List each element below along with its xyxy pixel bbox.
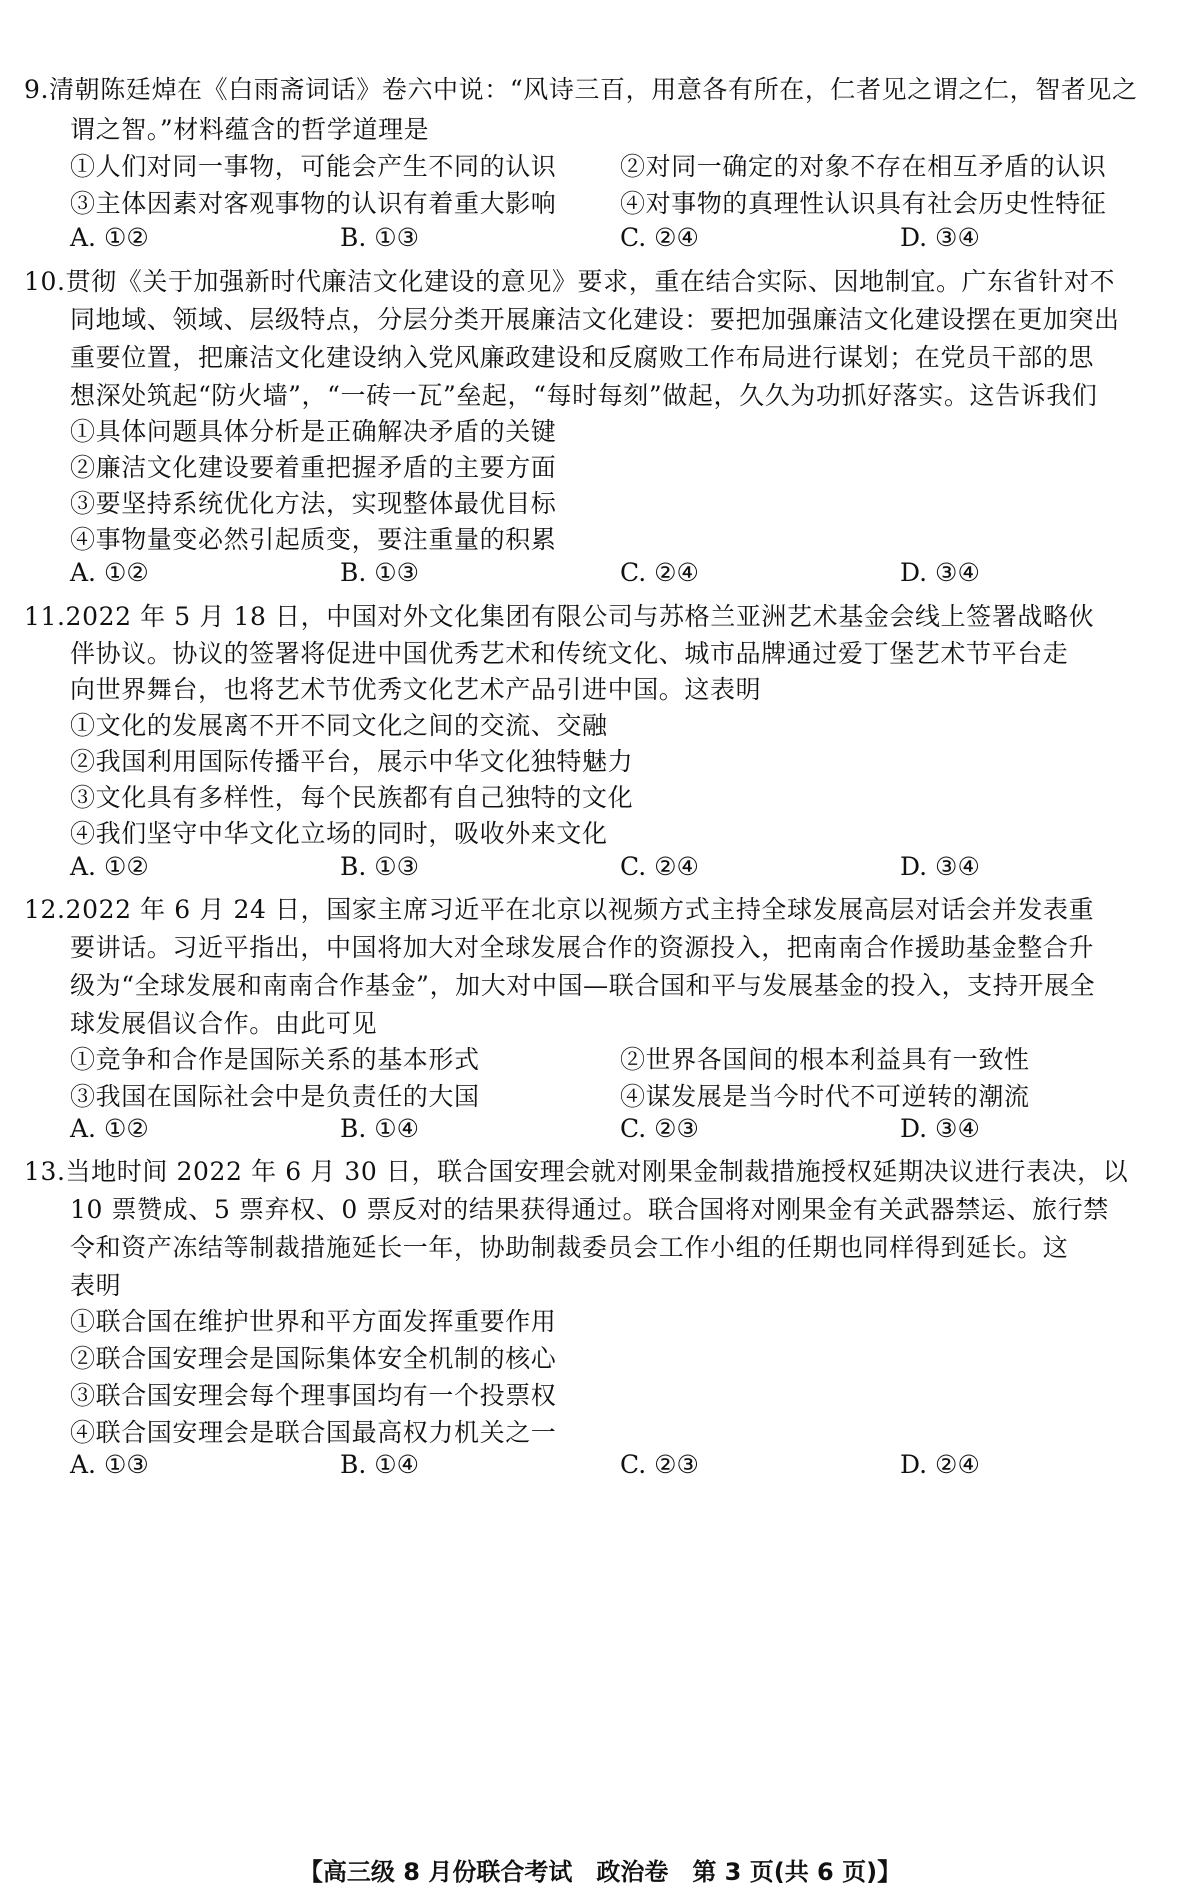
choice-b[interactable]: B. ①④ <box>340 1450 420 1479</box>
choice-c[interactable]: C. ②④ <box>620 223 699 252</box>
choice-d[interactable]: D. ③④ <box>900 852 980 881</box>
question-stem-line: 谓之智。”材料蕴含的哲学道理是 <box>70 115 430 144</box>
statement-option: ①竞争和合作是国际关系的基本形式 <box>70 1045 480 1074</box>
choice-d[interactable]: D. ③④ <box>900 558 980 587</box>
question-stem-line: 12.2022 年 6 月 24 日，国家主席习近平在北京以视频方式主持全球发展高层对话会并发表重 <box>24 895 1095 924</box>
statement-option: ①人们对同一事物，可能会产生不同的认识 <box>70 152 557 181</box>
question-stem-line: 级为“全球发展和南南合作基金”，加大对中国—联合国和平与发展基金的投入，支持开展全 <box>70 971 1096 1000</box>
statement-option: ③要坚持系统优化方法，实现整体最优目标 <box>70 489 557 518</box>
choice-a[interactable]: A. ①② <box>70 223 149 252</box>
statement-option: ④事物量变必然引起质变，要注重量的积累 <box>70 525 557 554</box>
question-stem-line: 13.当地时间 2022 年 6 月 30 日，联合国安理会就对刚果金制裁措施授权延期决议进行表决，以 <box>24 1157 1129 1186</box>
statement-option: ④谋发展是当今时代不可逆转的潮流 <box>620 1082 1030 1111</box>
choice-d[interactable]: D. ③④ <box>900 1114 980 1143</box>
statement-option: ②我国利用国际传播平台，展示中华文化独特魅力 <box>70 747 634 776</box>
choice-c[interactable]: C. ②③ <box>620 1114 699 1143</box>
question-stem-line: 同地域、领域、层级特点，分层分类开展廉洁文化建设：要把加强廉洁文化建设摆在更加突出 <box>70 305 1120 334</box>
choice-d[interactable]: D. ②④ <box>900 1450 980 1479</box>
statement-option: ①具体问题具体分析是正确解决矛盾的关键 <box>70 417 557 446</box>
choice-b[interactable]: B. ①③ <box>340 852 420 881</box>
choice-a[interactable]: A. ①② <box>70 852 149 881</box>
statement-option: ③联合国安理会每个理事国均有一个投票权 <box>70 1381 557 1410</box>
question-stem-line: 向世界舞台，也将艺术节优秀文化艺术产品引进中国。这表明 <box>70 675 762 704</box>
statement-option: ③文化具有多样性，每个民族都有自己独特的文化 <box>70 783 634 812</box>
choice-a[interactable]: A. ①② <box>70 1114 149 1143</box>
statement-option: ②廉洁文化建设要着重把握矛盾的主要方面 <box>70 453 557 482</box>
choice-a[interactable]: A. ①③ <box>70 1450 149 1479</box>
statement-option: ①联合国在维护世界和平方面发挥重要作用 <box>70 1307 557 1336</box>
choice-b[interactable]: B. ①③ <box>340 223 420 252</box>
statement-option: ③主体因素对客观事物的认识有着重大影响 <box>70 189 557 218</box>
page-footer: 【高三级 8 月份联合考试 政治卷 第 3 页(共 6 页)】 <box>298 1858 902 1886</box>
statement-option: ②对同一确定的对象不存在相互矛盾的认识 <box>620 152 1107 181</box>
question-stem-line: 球发展倡议合作。由此可见 <box>70 1009 378 1038</box>
statement-option: ②世界各国间的根本利益具有一致性 <box>620 1045 1030 1074</box>
choice-b[interactable]: B. ①③ <box>340 558 420 587</box>
question-stem-line: 10 票赞成、5 票弃权、0 票反对的结果获得通过。联合国将对刚果金有关武器禁运、旅行禁 <box>70 1195 1109 1224</box>
statement-option: ①文化的发展离不开不同文化之间的交流、交融 <box>70 711 608 740</box>
question-stem-line: 表明 <box>70 1271 122 1300</box>
statement-option: ④联合国安理会是联合国最高权力机关之一 <box>70 1418 557 1447</box>
question-stem-line: 重要位置，把廉洁文化建设纳入党风廉政建设和反腐败工作布局进行谋划；在党员干部的思 <box>70 343 1095 372</box>
statement-option: ③我国在国际社会中是负责任的大国 <box>70 1082 480 1111</box>
question-stem-line: 11.2022 年 5 月 18 日，中国对外文化集团有限公司与苏格兰亚洲艺术基金会线上签署战略伙 <box>24 602 1095 631</box>
question-stem-line: 9.清朝陈廷焯在《白雨斋词话》卷六中说：“风诗三百，用意各有所在，仁者见之谓之仁，智者见之 <box>24 75 1138 104</box>
choice-a[interactable]: A. ①② <box>70 558 149 587</box>
choice-c[interactable]: C. ②③ <box>620 1450 699 1479</box>
question-stem-line: 要讲话。习近平指出，中国将加大对全球发展合作的资源投入，把南南合作援助基金整合升 <box>70 933 1095 962</box>
choice-d[interactable]: D. ③④ <box>900 223 980 252</box>
question-stem-line: 令和资产冻结等制裁措施延长一年，协助制裁委员会工作小组的任期也同样得到延长。这 <box>70 1233 1069 1262</box>
choice-c[interactable]: C. ②④ <box>620 558 699 587</box>
statement-option: ④对事物的真理性认识具有社会历史性特征 <box>620 189 1107 218</box>
choice-b[interactable]: B. ①④ <box>340 1114 420 1143</box>
statement-option: ②联合国安理会是国际集体安全机制的核心 <box>70 1344 557 1373</box>
question-stem-line: 10.贯彻《关于加强新时代廉洁文化建设的意见》要求，重在结合实际、因地制宜。广东省针对不 <box>24 267 1116 296</box>
choice-c[interactable]: C. ②④ <box>620 852 699 881</box>
question-stem-line: 伴协议。协议的签署将促进中国优秀艺术和传统文化、城市品牌通过爱丁堡艺术节平台走 <box>70 639 1069 668</box>
question-stem-line: 想深处筑起“防火墙”，“一砖一瓦”垒起，“每时每刻”做起，久久为功抓好落实。这告诉我们 <box>70 381 1098 410</box>
statement-option: ④我们坚守中华文化立场的同时，吸收外来文化 <box>70 819 608 848</box>
